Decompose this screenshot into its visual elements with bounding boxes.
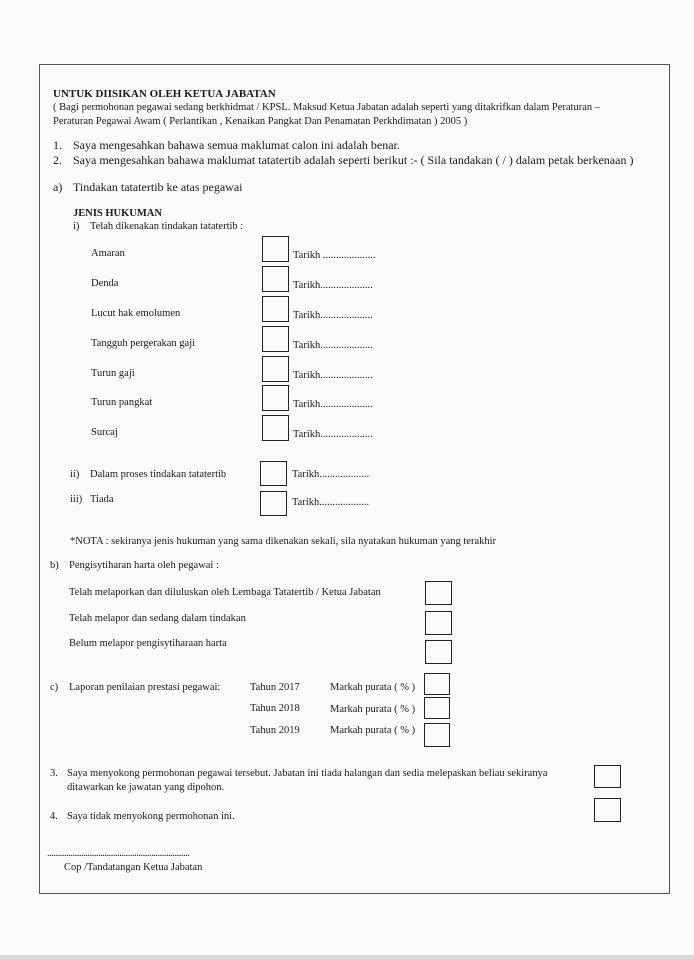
- jenis-hukuman-heading: JENIS HUKUMAN: [73, 208, 162, 219]
- tarikh-turun-pangkat: Tarikh....................: [293, 399, 373, 410]
- checkbox-surcaj[interactable]: [262, 415, 289, 441]
- markah-2019-label: Markah purata ( % ): [330, 725, 416, 736]
- section-b-title: Pengisytiharan harta oleh pegawai :: [69, 560, 219, 571]
- markah-2017-label: Markah purata ( % ): [330, 682, 416, 693]
- tarikh-turun-gaji: Tarikh....................: [293, 370, 373, 381]
- tarikh-tangguh: Tarikh....................: [293, 340, 373, 351]
- penalty-label-denda: Denda: [91, 278, 119, 289]
- checkbox-lucut-hak[interactable]: [262, 296, 289, 322]
- checkbox-harta-diluluskan[interactable]: [425, 581, 452, 605]
- penalty-label-surcaj: Surcaj: [91, 427, 118, 438]
- item-2-number: 2.: [53, 153, 62, 167]
- item-3-line2: ditawarkan ke jawatan yang dipohon.: [67, 782, 225, 793]
- markah-2018-box[interactable]: [424, 697, 450, 719]
- tarikh-lucut-hak: Tarikh....................: [293, 310, 373, 321]
- checkbox-dalam-proses[interactable]: [260, 461, 287, 486]
- section-title: UNTUK DIISIKAN OLEH KETUA JABATAN: [53, 88, 276, 100]
- markah-2018-label: Markah purata ( % ): [330, 704, 416, 715]
- tarikh-surcaj: Tarikh....................: [293, 429, 373, 440]
- item-4-text: Saya tidak menyokong permohonan ini.: [67, 811, 235, 822]
- tarikh-amaran: Tarikh ....................: [293, 250, 376, 261]
- item-3-number: 3.: [50, 768, 58, 779]
- penalty-label-lucut-hak: Lucut hak emolumen: [91, 308, 181, 319]
- sub-iii-text: Tiada: [90, 494, 114, 505]
- checkbox-tidak-menyokong[interactable]: [594, 798, 621, 822]
- checkbox-harta-dalam-tindakan[interactable]: [425, 611, 452, 635]
- item-1-text: Saya mengesahkan bahawa semua maklumat calon ini adalah benar.: [73, 138, 400, 152]
- tarikh-dalam-proses: Tarikh...................: [292, 469, 370, 480]
- penalty-label-turun-pangkat: Turun pangkat: [91, 397, 153, 408]
- header-note-line2: Peraturan Pegawai Awam ( Perlantikan , Kenaikan Pangkat Dan Penamatan Perkhdimatan ) 2005 ): [53, 116, 468, 127]
- page-bottom-edge: [0, 955, 694, 960]
- sub-i-text: Telah dikenakan tindakan tatatertib :: [90, 221, 244, 232]
- header-note-line1: ( Bagi permohonan pegawai sedang berkhidmat / KPSL. Maksud Ketua Jabatan adalah seperti yang ditakrifkan dalam Peraturan –: [53, 102, 600, 113]
- penalty-label-amaran: Amaran: [91, 248, 125, 259]
- sub-i-label: i): [73, 221, 80, 232]
- harta-option-1: Telah melaporkan dan diluluskan oleh Lembaga Tatatertib / Ketua Jabatan: [69, 587, 381, 598]
- checkbox-tangguh[interactable]: [262, 326, 289, 352]
- sub-iii-label: iii): [70, 494, 83, 505]
- harta-option-3: Belum melapor pengisytiharaan harta: [69, 638, 227, 649]
- markah-2017-box[interactable]: [424, 673, 450, 695]
- penalty-label-tangguh: Tangguh pergerakan gaji: [91, 338, 196, 349]
- checkbox-amaran[interactable]: [262, 236, 289, 262]
- year-2019: Tahun 2019: [250, 725, 300, 736]
- section-c-label: c): [50, 682, 59, 693]
- section-c-title: Laporan penilaian prestasi pegawai:: [69, 682, 221, 693]
- checkbox-denda[interactable]: [262, 266, 289, 292]
- section-a-label: a): [53, 180, 63, 194]
- sub-ii-label: ii): [70, 469, 80, 480]
- nota-text: *NOTA : sekiranya jenis hukuman yang sama dikenakan sekali, sila nyatakan hukuman yang terakhir: [70, 536, 497, 547]
- signature-caption: Cop /Tandatangan Ketua Jabatan: [64, 862, 203, 873]
- tarikh-tiada: Tarikh...................: [292, 497, 370, 508]
- markah-2019-box[interactable]: [424, 723, 450, 747]
- item-4-number: 4.: [50, 811, 58, 822]
- item-1-number: 1.: [53, 138, 62, 152]
- year-2018: Tahun 2018: [250, 703, 300, 714]
- tarikh-denda: Tarikh....................: [293, 280, 373, 291]
- checkbox-turun-pangkat[interactable]: [262, 385, 289, 411]
- section-a-title: Tindakan tatatertib ke atas pegawai: [73, 180, 243, 194]
- checkbox-tiada[interactable]: [260, 491, 287, 516]
- checkbox-harta-belum[interactable]: [425, 640, 452, 664]
- section-b-label: b): [50, 560, 59, 571]
- harta-option-2: Telah melapor dan sedang dalam tindakan: [69, 613, 246, 624]
- sub-ii-text: Dalam proses tindakan tatatertib: [90, 469, 227, 480]
- item-2-text: Saya mengesahkan bahawa maklumat tatatertib adalah seperti berikut :- ( Sila tandakan ( / ) dalam petak berkenaan ): [73, 153, 634, 167]
- penalty-label-turun-gaji: Turun gaji: [91, 368, 135, 379]
- signature-line: ...................................................................: [47, 848, 190, 859]
- year-2017: Tahun 2017: [250, 682, 300, 693]
- checkbox-turun-gaji[interactable]: [262, 356, 289, 382]
- checkbox-menyokong[interactable]: [594, 765, 621, 788]
- item-3-line1: Saya menyokong permohonan pegawai tersebut. Jabatan ini tiada halangan dan sedia melepaskan beliau sekiranya: [67, 768, 548, 779]
